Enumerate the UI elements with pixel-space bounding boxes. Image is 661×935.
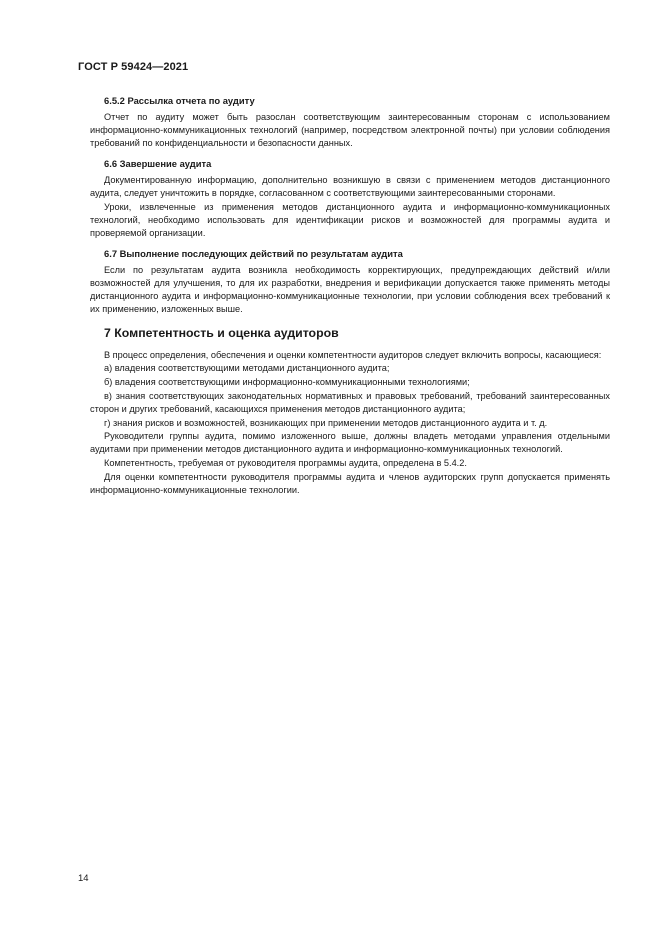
page-content [90,94,610,497]
list-item: в) знания соответствующих законодательных нормативных и правовых требований, требований заинтересованных сторон и других требований, касающихся применения методов дистанционного аудита; [90,390,610,414]
paragraph: В процесс определения, обеспечения и оценки компетентности аудиторов следует включить вопросы, касающиеся: [104,349,602,360]
paragraph: Если по результатам аудита возникла необходимость корректирующих, предупреждающих действий и/или возможностей для улучшения, то для их разработки, внедрения и верификации допускается также применять методы дистанционного аудита и информационно-коммуникационные технологии, при условии соблюдения всех требований к их применению, изложенных выше. [90,265,610,314]
paragraph: Для оценки компетентности руководителя программы аудита и членов аудиторских групп допускается применять информационно-коммуникационные технологии. [90,471,610,495]
page-number: 14 [78,873,89,884]
section-heading-6-6: 6.6 Завершение аудита [104,158,212,170]
paragraph: Документированную информацию, дополнительно возникшую в связи с применением методов дистанционного аудита, следует уничтожить в порядке, согласованном с соответствующими заинтересованными сторонами. [90,175,610,199]
document-id: ГОСТ Р 59424—2021 [78,61,189,73]
section-heading-6-5-2: 6.5.2 Рассылка отчета по аудиту [104,95,255,106]
paragraph: Уроки, извлеченные из применения методов дистанционного аудита и информационно-коммуникационных технологий, необходимо использовать для идентификации рисков и возможностей для программы аудита и проверяемой организации. [90,201,610,238]
list-item: а) владения соответствующими методами дистанционного аудита; [104,363,390,374]
paragraph: Компетентность, требуемая от руководителя программы аудита, определена в 5.4.2. [104,457,467,468]
list-item: г) знания рисков и возможностей, возникающих при применении методов дистанционного аудита и т. д. [104,417,548,428]
section-heading-6-7: 6.7 Выполнение последующих действий по результатам аудита [104,248,403,260]
paragraph: Руководители группы аудита, помимо изложенного выше, должны владеть методами управления отдельными аудитами при применении методов дистанционного аудита и информационно-коммуникационных технологий. [90,431,610,455]
list-item: б) владения соответствующими информационно-коммуникационными технологиями; [104,377,470,388]
chapter-heading-7: 7 Компетентность и оценка аудиторов [104,325,339,340]
paragraph: Отчет по аудиту может быть разослан соответствующим заинтересованным сторонам с использованием информационно-коммуникационных технологий (например, посредством электронной почты) при условии соблюдения требований по конфиденциальности и безопасности данных. [90,112,610,148]
